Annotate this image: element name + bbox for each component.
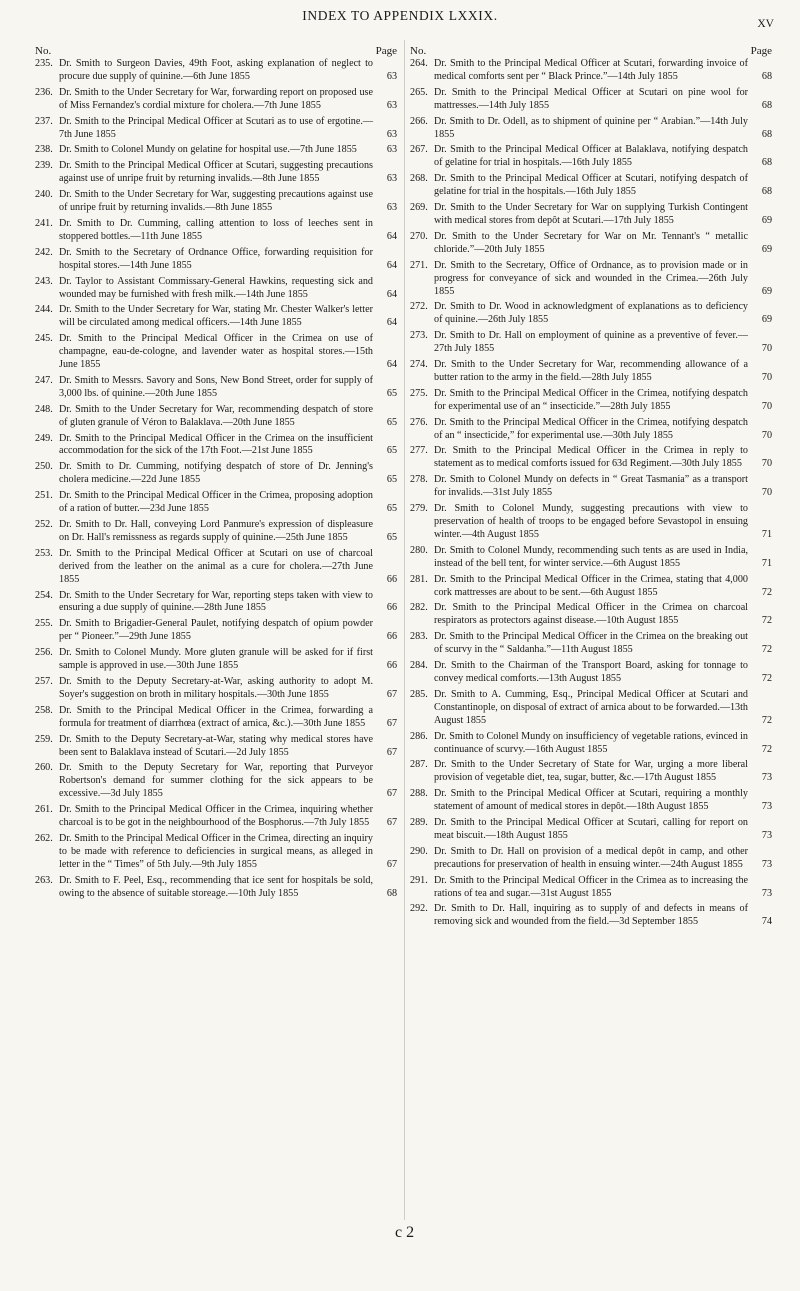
entry-text: Dr. Smith to the Principal Medical Officer at Scutari, calling for report on meat biscuit.—18th August 1855 <box>434 817 748 841</box>
entry-page: 69 <box>761 285 772 297</box>
index-entry <box>35 58 397 84</box>
page-number: XV <box>757 18 774 30</box>
entry-page: 72 <box>761 644 772 656</box>
entry-text: Dr. Smith to the Principal Medical Officer in the Crimea, directing an inquiry to be made with reference to deficiencies in surgical means, as alleged in letter in the “ Times” of 5th July.—9th July 1855 <box>59 832 373 870</box>
left-column <box>35 45 397 903</box>
entry-text: Dr. Smith to Messrs. Savory and Sons, New Bond Street, order for supply of 3,000 lbs. of quinine.—20th June 1855 <box>59 374 373 399</box>
entry-page: 73 <box>761 887 772 899</box>
entry-page: 65 <box>386 474 397 486</box>
entry-number: 249. <box>35 432 53 444</box>
entry-number: 271. <box>410 259 428 271</box>
entry-number: 291. <box>410 874 428 886</box>
entry-page: 72 <box>761 615 772 627</box>
entry-page: 64 <box>386 288 397 300</box>
entry-number: 253. <box>35 547 53 559</box>
entry-number: 284. <box>410 660 428 672</box>
entry-text: Dr. Smith to Dr. Cumming, notifying despatch of store of Dr. Jenning's cholera medicine.—22d June 1855 <box>59 461 373 486</box>
index-entry <box>410 388 772 414</box>
entry-number: 270. <box>410 230 428 242</box>
index-entry <box>35 375 397 401</box>
entry-page: 67 <box>386 746 397 758</box>
entry-text: Dr. Smith to the Deputy Secretary for War, reporting that Purveyor Robertson's demand for summer clothing for the sick appears to be excessive.—3d July 1855 <box>59 762 373 800</box>
entry-number: 279. <box>410 503 428 515</box>
index-entry <box>410 903 772 929</box>
entry-page: 70 <box>761 487 772 499</box>
entry-page: 68 <box>761 70 772 82</box>
entry-page: 66 <box>386 602 397 614</box>
entry-page: 66 <box>386 660 397 672</box>
entry-number: 285. <box>410 688 428 700</box>
entry-text: Dr. Smith to Dr. Hall, conveying Lord Panmure's expression of displeasure on Dr. Hall's remissness as regards supply of quinine.—25th June 1855 <box>59 519 373 543</box>
entry-number: 243. <box>35 275 53 287</box>
index-entry <box>35 804 397 830</box>
index-entry <box>410 660 772 686</box>
entry-text: Dr. Smith to the Principal Medical Officer in the Crimea as to increasing the rations of tea and sugar.—31st August 1855 <box>434 874 748 899</box>
index-entry <box>35 218 397 244</box>
index-entry <box>35 404 397 430</box>
entry-number: 258. <box>35 704 53 716</box>
index-entry <box>410 474 772 500</box>
entry-number: 251. <box>35 490 53 502</box>
entry-page: 74 <box>761 916 772 928</box>
entry-page: 72 <box>761 714 772 726</box>
index-entry <box>410 817 772 843</box>
entry-text: Dr. Smith to the Under Secretary for War, suggesting precautions against use of unripe fruit by returning invalids.—8th June 1855 <box>59 189 373 214</box>
index-entry <box>35 276 397 302</box>
index-entry <box>410 144 772 170</box>
entry-number: 272. <box>410 301 428 313</box>
entry-number: 275. <box>410 387 428 399</box>
entry-number: 290. <box>410 845 428 857</box>
right-column-header <box>410 45 772 58</box>
entry-text: Dr. Smith to the Under Secretary for War, forwarding report on proposed use of Miss Fernandez's cordial mixture for cholera.—7th June 1855 <box>59 86 373 111</box>
entry-page: 63 <box>386 144 397 156</box>
entry-page: 63 <box>386 202 397 214</box>
entry-text: Dr. Smith to Dr. Hall on employment of quinine as a preventive of fever.—27th July 1855 <box>434 330 748 355</box>
entry-text: Dr. Smith to the Principal Medical Officer at Scutari on use of charcoal derived from the leather on the animal as a cure for cholera.—27th June 1855 <box>59 547 373 585</box>
page-label: Page <box>375 45 397 57</box>
entry-text: Dr. Smith to Dr. Hall on provision of a medical depôt in camp, and other precautions for preservation of health in ensuing winter.—24th August 1855 <box>434 845 748 870</box>
entry-number: 283. <box>410 631 428 643</box>
entry-page: 68 <box>761 99 772 111</box>
index-entry <box>35 618 397 644</box>
entry-page: 70 <box>761 458 772 470</box>
entry-number: 289. <box>410 817 428 829</box>
index-entry <box>410 689 772 728</box>
index-entry <box>410 301 772 327</box>
entry-number: 268. <box>410 173 428 185</box>
entry-number: 236. <box>35 86 53 98</box>
entry-page: 70 <box>761 343 772 355</box>
no-label: No. <box>35 45 52 57</box>
entry-number: 238. <box>35 144 53 156</box>
entry-page: 72 <box>761 743 772 755</box>
entry-page: 68 <box>386 887 397 899</box>
page-header <box>0 8 800 30</box>
entry-text: Dr. Smith to the Under Secretary for War on supplying Turkish Contingent with medical stores from depôt at Scutari.—17th July 1855 <box>434 202 748 226</box>
entry-page: 67 <box>386 717 397 729</box>
entry-page: 66 <box>386 573 397 585</box>
entry-number: 281. <box>410 573 428 585</box>
entry-number: 280. <box>410 544 428 556</box>
entry-number: 240. <box>35 189 53 201</box>
entry-number: 241. <box>35 217 53 229</box>
entry-page: 65 <box>386 445 397 457</box>
entry-text: Dr. Smith to the Principal Medical Officer at Scutari, notifying despatch of gelatine for trial in the hospitals.—16th July 1855 <box>434 173 748 198</box>
entry-text: Dr. Smith to the Under Secretary for War, recommending allowance of a butter ration to the army in the field.—28th July 1855 <box>434 359 748 383</box>
entry-text: Dr. Smith to the Principal Medical Officer at Scutari, requiring a monthly statement of amount of medical stores in depôt.—18th August 1855 <box>434 788 748 813</box>
entry-text: Dr. Smith to the Under Secretary for War, stating Mr. Chester Walker's letter will be circulated among medical officers.—14th June 1855 <box>59 304 373 329</box>
entry-text: Dr. Smith to Colonel Mundy, recommending such tents as are used in India, instead of the bell tent, for winter service.—6th August 1855 <box>434 544 748 569</box>
entry-text: Dr. Smith to Colonel Mundy on gelatine for hospital use.—7th June 1855 <box>59 144 357 156</box>
entry-number: 277. <box>410 445 428 457</box>
index-entry <box>410 731 772 757</box>
index-entry <box>410 330 772 356</box>
index-entry <box>35 647 397 673</box>
entry-page: 63 <box>386 173 397 185</box>
index-entry <box>35 519 397 545</box>
entry-page: 67 <box>386 817 397 829</box>
entry-page: 70 <box>761 429 772 441</box>
entry-page: 68 <box>761 186 772 198</box>
left-column-header <box>35 45 397 58</box>
entry-page: 70 <box>761 400 772 412</box>
entry-page: 72 <box>761 586 772 598</box>
entry-number: 256. <box>35 647 53 659</box>
entry-number: 267. <box>410 144 428 156</box>
index-entry <box>410 417 772 443</box>
entry-text: Dr. Smith to the Principal Medical Officer in the Crimea, stating that 4,000 cork mattresses are about to be sent.—6th August 1855 <box>434 573 748 598</box>
entry-page: 65 <box>386 387 397 399</box>
entry-number: 247. <box>35 374 53 386</box>
entry-text: Dr. Smith to the Principal Medical Officer in the Crimea on use of champagne, eau-de-cologne, and lavender water as hospital stores.—15th June 1855 <box>59 333 373 371</box>
entry-text: Dr. Smith to Dr. Cumming, calling attention to loss of leeches sent in stoppered bottles.—11th June 1855 <box>59 217 373 242</box>
entry-page: 73 <box>761 801 772 813</box>
entry-number: 266. <box>410 115 428 127</box>
entry-text: Dr. Smith to Surgeon Davies, 49th Foot, asking explanation of neglect to procure due supply of quinine.—6th June 1855 <box>59 58 373 82</box>
entry-text: Dr. Smith to the Secretary of Ordnance Office, forwarding requisition for hospital stores.—14th June 1855 <box>59 246 373 271</box>
column-divider <box>404 40 405 1220</box>
index-entry <box>410 173 772 199</box>
entry-number: 263. <box>35 874 53 886</box>
index-entry <box>35 490 397 516</box>
entry-number: 242. <box>35 246 53 258</box>
index-entry <box>410 875 772 901</box>
entry-number: 276. <box>410 416 428 428</box>
index-entry <box>35 144 397 157</box>
entry-number: 273. <box>410 330 428 342</box>
entry-number: 264. <box>410 58 428 69</box>
entry-page: 67 <box>386 858 397 870</box>
entry-page: 69 <box>761 314 772 326</box>
entry-text: Dr. Smith to the Under Secretary for War on Mr. Tennant's “ metallic chloride.”—20th July 1855 <box>434 230 748 255</box>
index-entry <box>35 87 397 113</box>
running-title: INDEX TO APPENDIX LXXIX. <box>302 8 498 23</box>
no-label: No. <box>410 45 427 57</box>
entry-number: 288. <box>410 788 428 800</box>
index-entry <box>35 304 397 330</box>
entry-page: 65 <box>386 503 397 515</box>
index-entry <box>35 734 397 760</box>
index-entry <box>410 116 772 142</box>
entry-text: Dr. Smith to Colonel Mundy. More gluten granule will be asked for if first sample is approved in use.—30th June 1855 <box>59 647 373 672</box>
index-entry <box>35 333 397 372</box>
index-entry <box>410 574 772 600</box>
entry-text: Dr. Smith to Dr. Odell, as to shipment of quinine per “ Arabian.”—14th July 1855 <box>434 115 748 140</box>
entry-number: 259. <box>35 733 53 745</box>
entry-text: Dr. Smith to the Principal Medical Officer in the Crimea on the breaking out of scurvy in the “ Saldanha.”—11th August 1855 <box>434 631 748 656</box>
entry-text: Dr. Smith to Colonel Mundy on insufficiency of vegetable rations, evinced in continuance of scurvy.—16th August 1855 <box>434 730 748 755</box>
entry-number: 237. <box>35 115 53 127</box>
entry-text: Dr. Smith to the Under Secretary for War, reporting steps taken with view to ensuring a due supply of quinine.—28th June 1855 <box>59 589 373 614</box>
index-entry <box>410 788 772 814</box>
index-entry <box>410 846 772 872</box>
index-entry <box>35 548 397 587</box>
entry-page: 69 <box>761 214 772 226</box>
entry-text: Dr. Smith to the Principal Medical Officer at Scutari on pine wool for mattresses.—14th July 1855 <box>434 86 748 111</box>
index-entry <box>35 833 397 872</box>
entry-number: 245. <box>35 333 53 345</box>
entry-page: 73 <box>761 858 772 870</box>
entry-text: Dr. Smith to the Principal Medical Officer at Scutari, forwarding invoice of medical comforts sent per “ Black Prince.”—14th July 1855 <box>434 58 748 82</box>
entry-text: Dr. Smith to Dr. Hall, inquiring as to supply of and defects in means of removing sick and wounded from the field.—3d September 1855 <box>434 903 748 928</box>
index-entry <box>410 759 772 785</box>
index-entry <box>410 503 772 542</box>
index-entry <box>410 545 772 571</box>
entry-page: 63 <box>386 99 397 111</box>
index-entry <box>35 116 397 142</box>
index-entry <box>35 705 397 731</box>
index-entry <box>410 359 772 385</box>
entry-page: 67 <box>386 788 397 800</box>
entry-number: 252. <box>35 519 53 530</box>
entry-text: Dr. Smith to the Principal Medical Officer in the Crimea, notifying despatch for experimental use of an “ insecticide.”—28th July 1855 <box>434 387 748 412</box>
entry-text: Dr. Taylor to Assistant Commissary-General Hawkins, requesting sick and wounded may be furnished with fresh milk.—14th June 1855 <box>59 275 373 300</box>
entry-number: 269. <box>410 202 428 214</box>
entry-number: 261. <box>35 804 53 816</box>
entry-page: 68 <box>761 128 772 140</box>
entry-text: Dr. Smith to Dr. Wood in acknowledgment of explanations as to deficiency of quinine.—26th July 1855 <box>434 301 748 326</box>
entry-text: Dr. Smith to the Principal Medical Officer in the Crimea, notifying despatch of an “ insecticide,” for experimental use.—30th July 1855 <box>434 416 748 441</box>
entry-number: 292. <box>410 903 428 915</box>
index-entry <box>35 762 397 801</box>
entry-page: 67 <box>386 688 397 700</box>
entry-page: 63 <box>386 70 397 82</box>
entry-text: Dr. Smith to the Deputy Secretary-at-War, stating why medical stores have been sent to Balaklava instead of Scutari.—2d July 1855 <box>59 733 373 758</box>
page-label: Page <box>750 45 772 57</box>
entry-number: 244. <box>35 304 53 316</box>
entry-text: Dr. Smith to Colonel Mundy, suggesting precautions with view to preservation of health of troops to be engaged before Sevastopol in ensuing winter.—4th August 1855 <box>434 503 748 540</box>
index-entry <box>410 202 772 228</box>
entry-page: 64 <box>386 230 397 242</box>
entry-page: 66 <box>386 631 397 643</box>
entry-number: 239. <box>35 160 53 172</box>
entry-page: 73 <box>761 772 772 784</box>
index-entry <box>35 676 397 702</box>
index-entry <box>410 260 772 299</box>
index-entry <box>410 87 772 113</box>
entry-number: 250. <box>35 461 53 473</box>
entry-text: Dr. Smith to the Under Secretary for War, recommending despatch of store of gluten granule of Véron to Balaklava.—20th June 1855 <box>59 403 373 428</box>
entry-text: Dr. Smith to the Chairman of the Transport Board, asking for tonnage to convey medical comforts.—13th August 1855 <box>434 660 748 684</box>
entry-text: Dr. Smith to the Secretary, Office of Ordnance, as to provision made or in progress for conveyance of sick and wounded in the Crimea.—26th July 1855 <box>434 259 748 297</box>
index-entry <box>35 433 397 459</box>
entry-number: 287. <box>410 759 428 771</box>
index-entry <box>410 602 772 628</box>
index-entry <box>35 875 397 901</box>
entry-number: 235. <box>35 58 53 69</box>
index-entry <box>35 160 397 186</box>
index-entry <box>35 189 397 215</box>
entry-page: 73 <box>761 829 772 841</box>
entry-text: Dr. Smith to the Deputy Secretary-at-War, asking authority to adopt M. Soyer's suggestion on broth in military hospitals.—30th June 1855 <box>59 675 373 700</box>
entry-number: 265. <box>410 86 428 98</box>
entry-page: 65 <box>386 416 397 428</box>
entry-page: 71 <box>761 557 772 569</box>
index-entry <box>35 590 397 616</box>
entry-text: Dr. Smith to the Under Secretary of State for War, urging a more liberal provision of vegetable diet, tea, sugar, butter, &c.—17th August 1855 <box>434 759 748 784</box>
entry-text: Dr. Smith to the Principal Medical Officer in the Crimea, proposing adoption of a ration of butter.—23d June 1855 <box>59 490 373 515</box>
entry-page: 63 <box>386 128 397 140</box>
entry-text: Dr. Smith to the Principal Medical Officer in the Crimea in reply to statement as to medical comforts issued for 63d Regiment.—30th July 1855 <box>434 445 748 470</box>
entry-page: 65 <box>386 531 397 543</box>
entry-number: 274. <box>410 359 428 371</box>
entry-page: 64 <box>386 259 397 271</box>
entry-text: Dr. Smith to the Principal Medical Officer in the Crimea, inquiring whether charcoal is to be got in the neighbourhood of the Bosphorus.—7th July 1855 <box>59 804 373 829</box>
entry-text: Dr. Smith to the Principal Medical Officer in the Crimea, forwarding a formula for treatment of diarrhœa (extract of arnica, &c.).—30th June 1855 <box>59 704 373 729</box>
right-column <box>410 45 772 932</box>
entry-text: Dr. Smith to A. Cumming, Esq., Principal Medical Officer at Scutari and Constantinople, on disposal of extract of arnica about to be forwarded.—13th August 1855 <box>434 688 748 726</box>
entry-page: 70 <box>761 371 772 383</box>
entry-number: 286. <box>410 730 428 742</box>
entry-number: 248. <box>35 403 53 415</box>
index-entry <box>410 445 772 471</box>
entry-text: Dr. Smith to the Principal Medical Officer in the Crimea on the insufficient accommodation for the sick of the 17th Foot.—21st June 1855 <box>59 432 373 457</box>
entry-page: 69 <box>761 243 772 255</box>
entry-text: Dr. Smith to F. Peel, Esq., recommending that ice sent for hospitals be sold, owing to the absence of suitable storeage.—10th July 1855 <box>59 874 373 899</box>
entry-number: 254. <box>35 589 53 601</box>
signature-mark: c 2 <box>395 1224 415 1241</box>
entry-text: Dr. Smith to Colonel Mundy on defects in “ Great Tasmania” as a transport for invalids.—31st July 1855 <box>434 474 748 499</box>
entry-number: 282. <box>410 602 428 614</box>
index-entry <box>35 247 397 273</box>
index-entry <box>410 231 772 257</box>
entry-text: Dr. Smith to the Principal Medical Officer in the Crimea on charcoal respirators as protectors against disease.—10th August 1855 <box>434 602 748 627</box>
entry-page: 71 <box>761 528 772 540</box>
entry-page: 64 <box>386 317 397 329</box>
entry-text: Dr. Smith to the Principal Medical Officer at Scutari, suggesting precautions against use of unripe fruit by returning invalids.—8th June 1855 <box>59 160 373 185</box>
entry-text: Dr. Smith to the Principal Medical Officer at Balaklava, notifying despatch of gelatine for trial in hospitals.—16th July 1855 <box>434 144 748 169</box>
entry-number: 257. <box>35 675 53 687</box>
index-entry <box>410 631 772 657</box>
entry-text: Dr. Smith to the Principal Medical Officer at Scutari as to use of ergotine.—7th June 1855 <box>59 115 373 140</box>
entry-page: 64 <box>386 359 397 371</box>
entry-number: 278. <box>410 474 428 486</box>
index-entry <box>35 461 397 487</box>
entry-number: 260. <box>35 762 53 774</box>
entry-number: 255. <box>35 618 53 630</box>
entry-page: 72 <box>761 672 772 684</box>
entry-number: 262. <box>35 832 53 844</box>
entry-page: 68 <box>761 157 772 169</box>
index-entry <box>410 58 772 84</box>
entry-text: Dr. Smith to Brigadier-General Paulet, notifying despatch of opium powder per “ Pioneer.”—29th June 1855 <box>59 618 373 643</box>
